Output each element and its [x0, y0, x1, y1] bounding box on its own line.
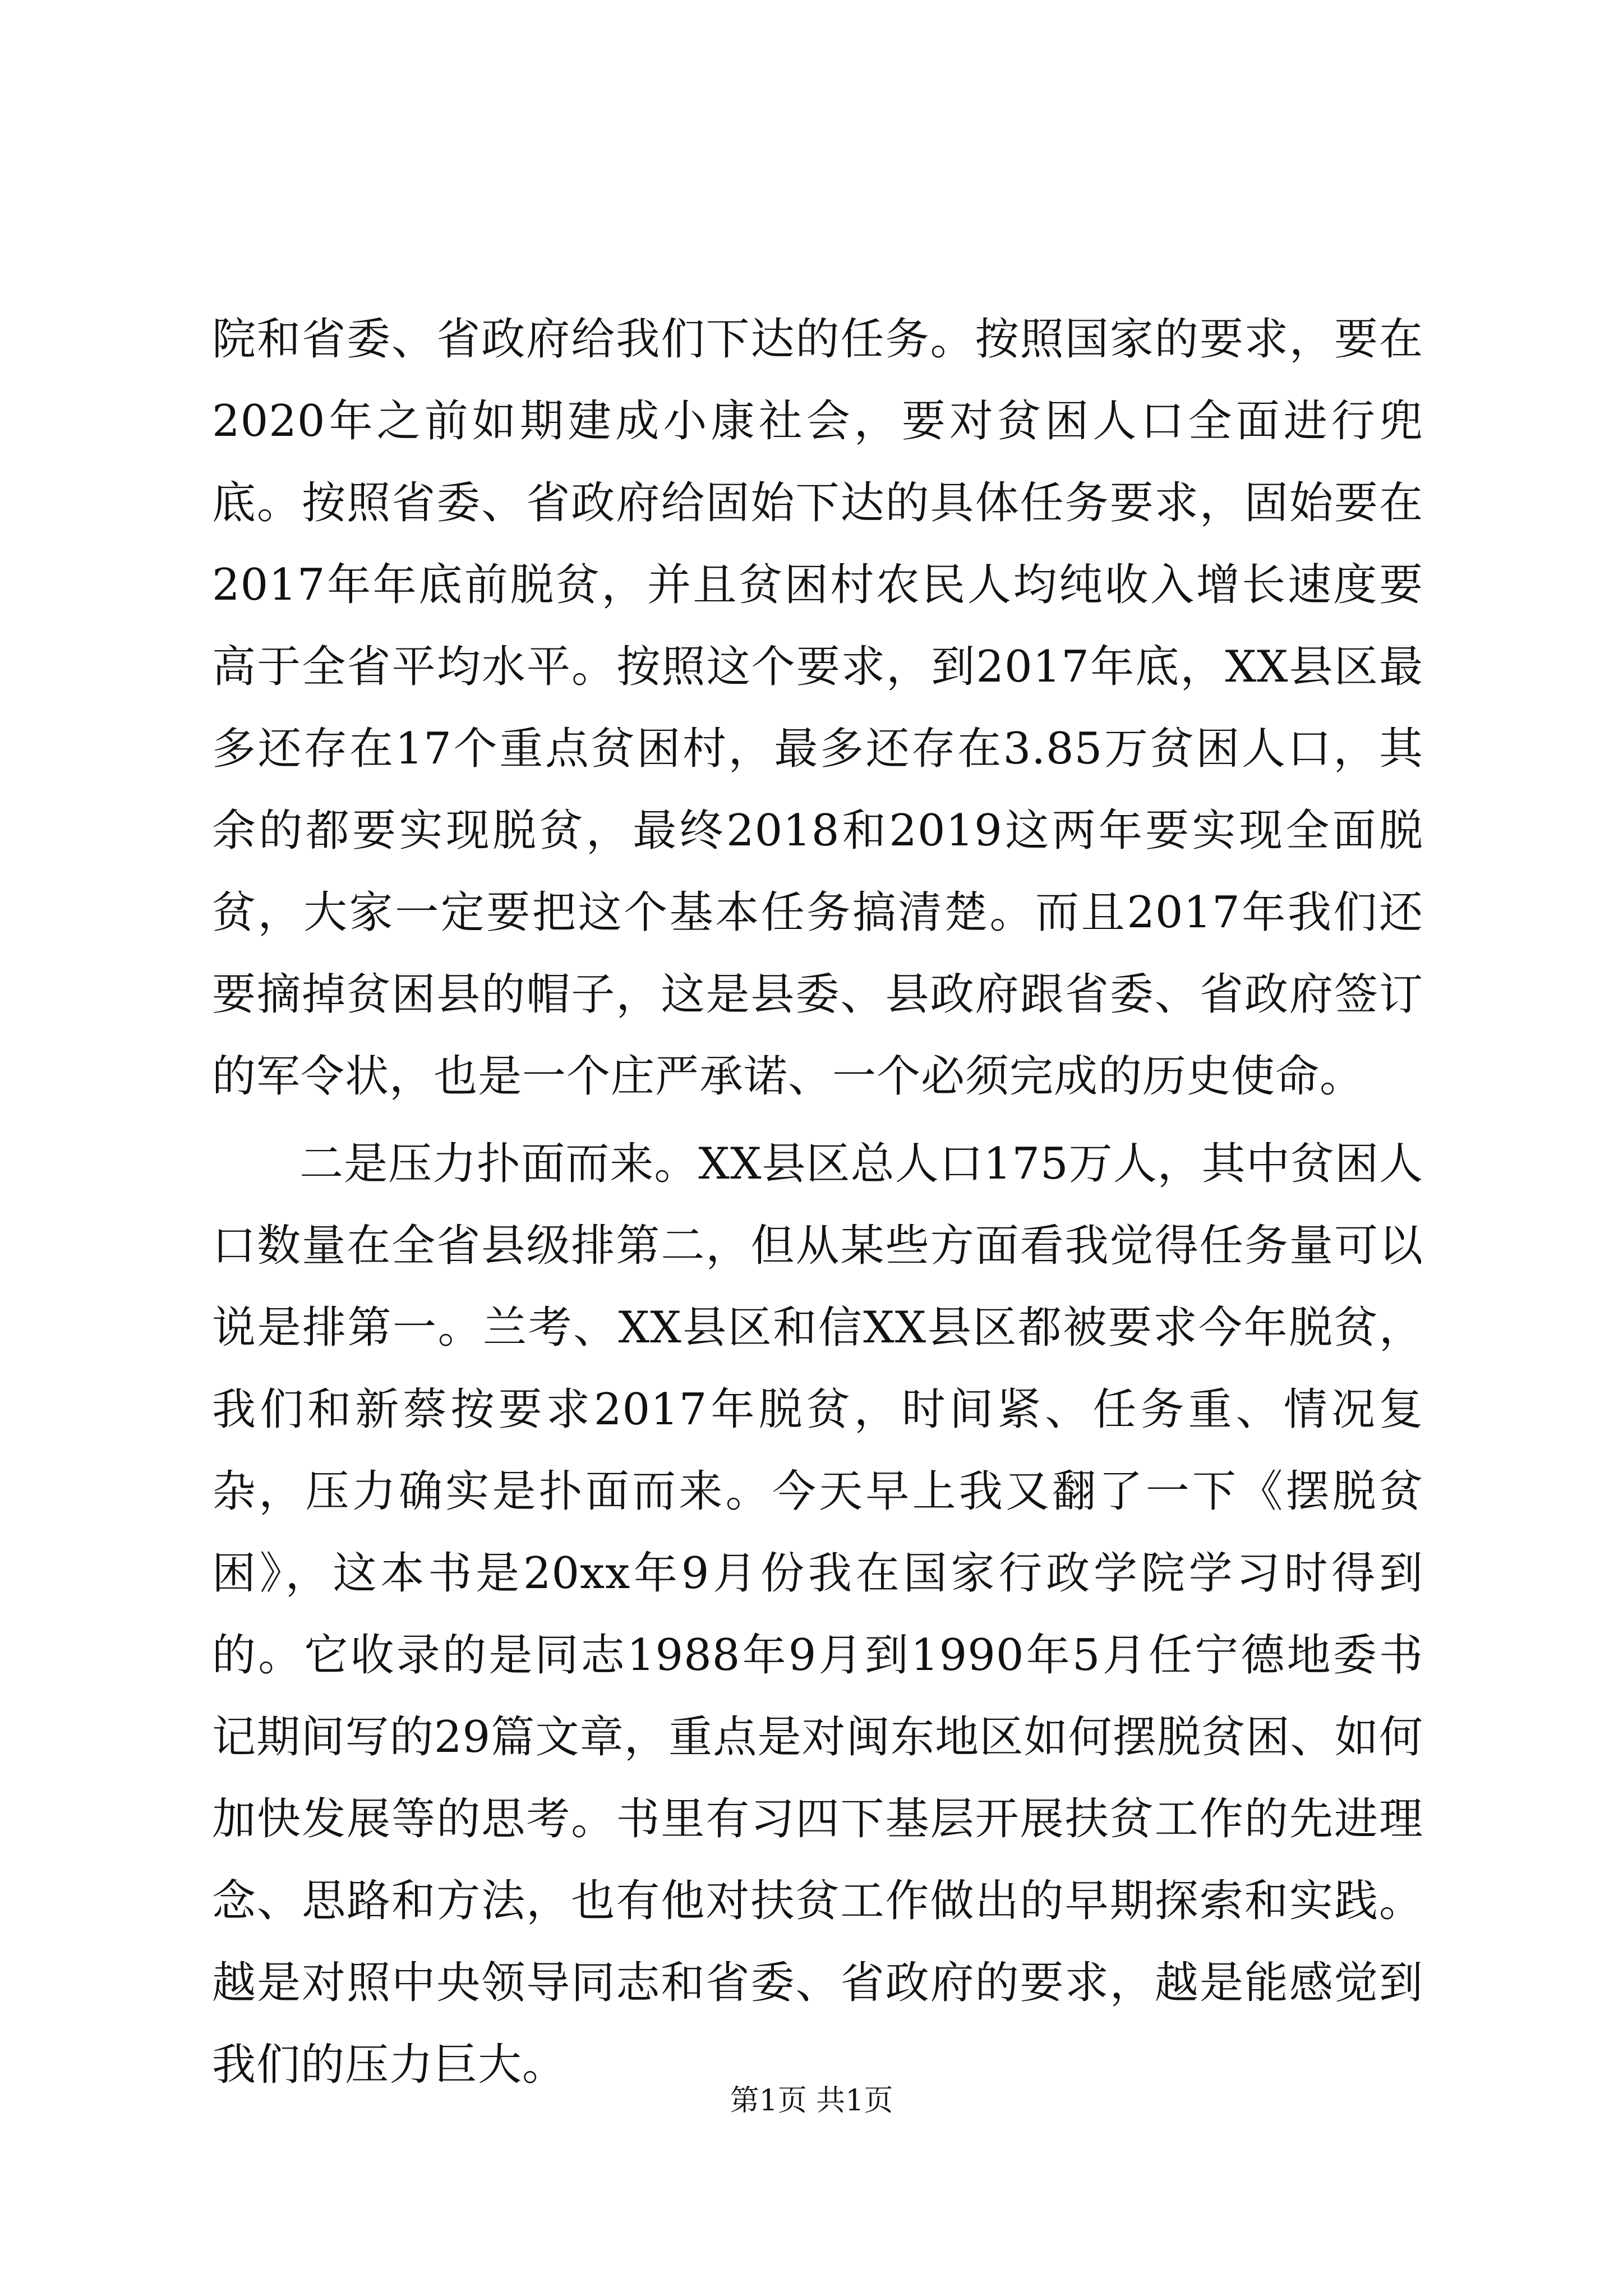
paragraph-2: 二是压力扑面而来。XX县区总人口175万人，其中贫困人口数量在全省县级排第二，但从某些方面看我觉得任务量可以说是排第一。兰考、XX县区和信XX县区都被要求今年脱贫，我们和新蔡按要求2017年脱贫，时间紧、任务重、情况复杂，压力确实是扑面而来。今天早上我又翻了一下《摆脱贫困》，这本书是20xx年9月份我在国家行政学院学习时得到的。它收录的是同志1988年9月到1990年5月任宁德地委书记期间写的29篇文章，重点是对闽东地区如何摆脱贫困、如何加快发展等的思考。书里有习四下基层开展扶贫工作的先进理念、思路和方法，也有他对扶贫工作做出的早期探索和实践。越是对照中央领导同志和省委、省政府的要求，越是能感觉到我们的压力巨大。: [212, 1139, 1423, 2090]
paragraph-1: 院和省委、省政府给我们下达的任务。按照国家的要求，要在2020年之前如期建成小康社会，要对贫困人口全面进行兜底。按照省委、省政府给固始下达的具体任务要求，固始要在2017年年底前脱贫，并且贫困村农民人均纯收入增长速度要高于全省平均水平。按照这个要求，到2017年底，XX县区最多还存在17个重点贫困村，最多还存在3.85万贫困人口，其余的都要实现脱贫，最终2018和2019这两年要实现全面脱贫，大家一定要把这个基本任务搞清楚。而且2017年我们还要摘掉贫困县的帽子，这是县委、县政府跟省委、省政府签订的军令状，也是一个庄严承诺、一个必须完成的历史使命。: [212, 314, 1423, 1102]
document-body: [212, 298, 1423, 2106]
page-footer: 第1页 共1页: [730, 2084, 893, 2118]
